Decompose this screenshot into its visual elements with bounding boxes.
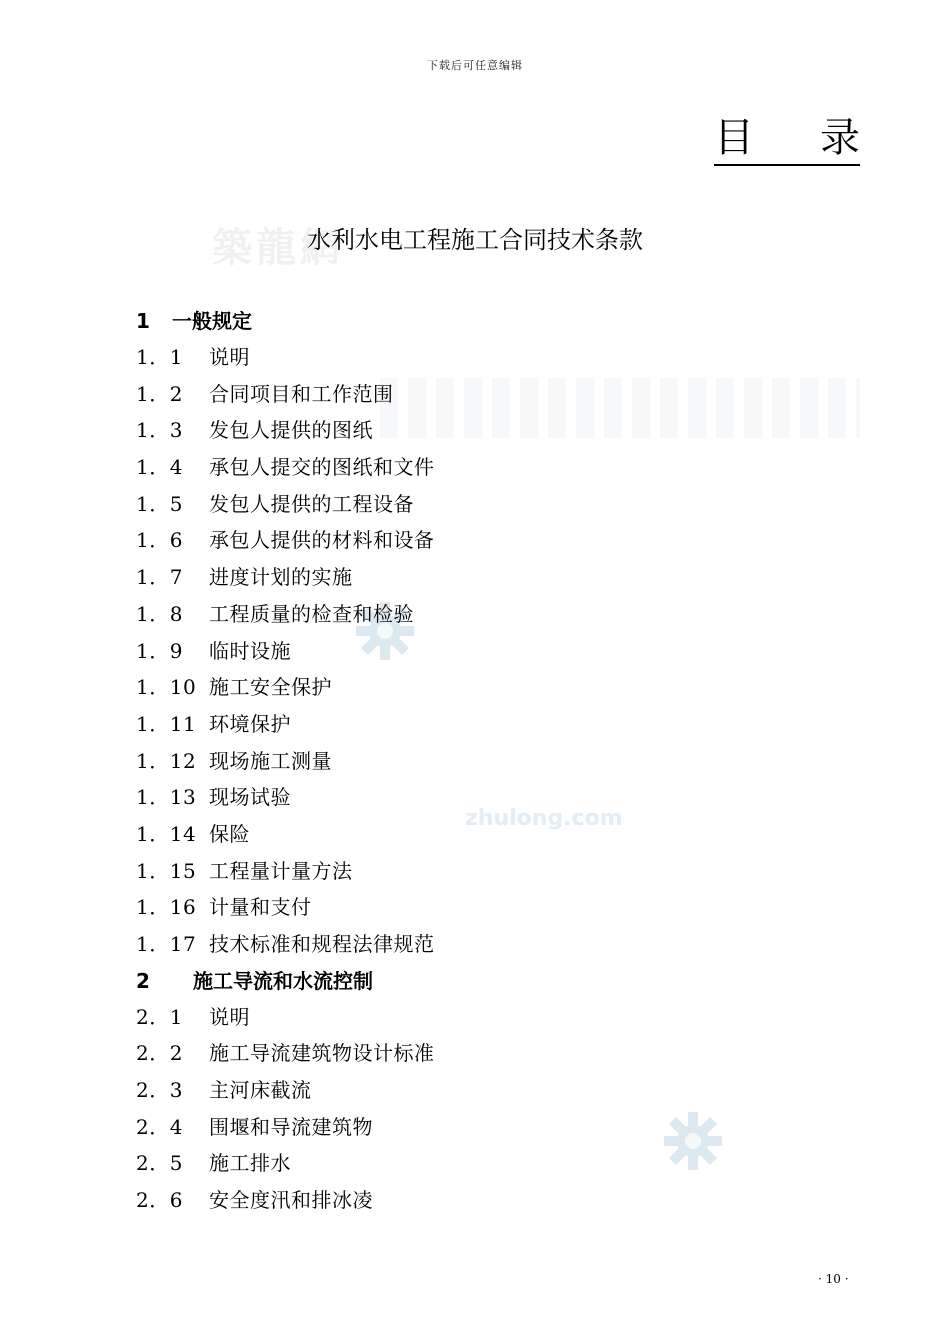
toc-item-title: 发包人提供的工程设备 bbox=[209, 491, 414, 516]
section-number: 2 bbox=[136, 968, 150, 993]
table-of-contents bbox=[136, 303, 435, 1219]
toc-item[interactable] bbox=[136, 853, 435, 890]
toc-item-title: 说明 bbox=[209, 345, 250, 369]
toc-item-number: 1．15 bbox=[136, 858, 197, 883]
toc-item-title: 计量和支付 bbox=[209, 895, 312, 920]
section-heading[interactable] bbox=[136, 963, 435, 999]
watermark-site-text: zhulong.com bbox=[465, 806, 623, 831]
toc-item-title: 发包人提供的图纸 bbox=[209, 418, 373, 443]
toc-item-title: 工程质量的检查和检验 bbox=[209, 601, 414, 626]
toc-item-title: 承包人提供的材料和设备 bbox=[209, 528, 435, 553]
toc-item-title: 说明 bbox=[209, 1004, 250, 1029]
toc-item[interactable] bbox=[136, 706, 435, 743]
toc-item[interactable] bbox=[136, 633, 435, 670]
toc-item-title: 工程量计量方法 bbox=[209, 858, 353, 883]
toc-item[interactable] bbox=[136, 376, 435, 413]
toc-item[interactable] bbox=[136, 1145, 435, 1182]
document-title: 水利水电工程施工合同技术条款 bbox=[307, 226, 643, 254]
toc-item-number: 2．4 bbox=[136, 1114, 183, 1139]
toc-item-number: 1．8 bbox=[136, 601, 183, 626]
section-heading[interactable] bbox=[136, 303, 435, 339]
toc-item-title: 临时设施 bbox=[209, 638, 291, 663]
toc-item-title: 环境保护 bbox=[209, 711, 291, 736]
header-note: 下载后可任意编辑 bbox=[427, 59, 523, 72]
toc-item[interactable] bbox=[136, 743, 435, 780]
toc-item[interactable] bbox=[136, 889, 435, 926]
toc-item[interactable] bbox=[136, 669, 435, 706]
toc-item[interactable] bbox=[136, 1182, 435, 1219]
toc-item-title: 施工导流建筑物设计标准 bbox=[209, 1041, 435, 1066]
toc-item-number: 1．7 bbox=[136, 565, 183, 590]
toc-item-number: 2．5 bbox=[136, 1151, 183, 1176]
toc-item[interactable] bbox=[136, 1109, 435, 1146]
toc-item[interactable] bbox=[136, 449, 435, 486]
toc-item-title: 现场试验 bbox=[209, 785, 291, 810]
toc-title-left: 目 bbox=[714, 115, 754, 161]
watermark-seal: 築龍網 bbox=[212, 224, 344, 271]
toc-item-title: 施工安全保护 bbox=[209, 675, 332, 700]
toc-item-number: 1．6 bbox=[136, 528, 183, 553]
section-number: 1 bbox=[136, 309, 150, 333]
toc-item-number: 1．9 bbox=[136, 638, 183, 663]
toc-item-title: 技术标准和规程法律规范 bbox=[209, 932, 435, 956]
toc-item-number: 1．4 bbox=[136, 455, 183, 480]
toc-item-number: 1．14 bbox=[136, 821, 197, 846]
toc-item-title: 承包人提交的图纸和文件 bbox=[209, 455, 435, 480]
toc-item-number: 2．3 bbox=[136, 1078, 183, 1103]
toc-item-number: 1．10 bbox=[136, 675, 197, 700]
toc-item-title: 安全度汛和排冰凌 bbox=[209, 1188, 373, 1213]
watermark-banner bbox=[380, 378, 860, 438]
toc-item-number: 2．1 bbox=[136, 1004, 183, 1029]
toc-item-title: 围堰和导流建筑物 bbox=[209, 1114, 373, 1139]
toc-item[interactable] bbox=[136, 816, 435, 853]
toc-title-right: 录 bbox=[820, 115, 860, 161]
toc-item[interactable] bbox=[136, 779, 435, 816]
page-number: · 10 · bbox=[818, 1272, 849, 1286]
section-title: 施工导流和水流控制 bbox=[193, 968, 373, 993]
toc-item-number: 1．11 bbox=[136, 711, 197, 736]
toc-item-title: 合同项目和工作范围 bbox=[209, 381, 394, 406]
toc-item[interactable] bbox=[136, 926, 435, 963]
toc-item-title: 施工排水 bbox=[209, 1151, 291, 1176]
toc-item[interactable] bbox=[136, 596, 435, 633]
toc-item-title: 主河床截流 bbox=[209, 1078, 312, 1103]
toc-item-title: 现场施工测量 bbox=[209, 748, 332, 773]
toc-item[interactable] bbox=[136, 486, 435, 523]
toc-item-number: 2．6 bbox=[136, 1188, 183, 1213]
toc-item-number: 1．3 bbox=[136, 418, 183, 443]
toc-item[interactable] bbox=[136, 339, 435, 376]
toc-item-title: 保险 bbox=[209, 821, 250, 846]
toc-item[interactable] bbox=[136, 559, 435, 596]
toc-item-number: 1．13 bbox=[136, 785, 197, 810]
toc-item-number: 2．2 bbox=[136, 1041, 183, 1066]
toc-item-number: 1．1 bbox=[136, 345, 183, 369]
toc-item-number: 1．17 bbox=[136, 932, 197, 956]
toc-item-number: 1．12 bbox=[136, 748, 197, 773]
watermark-flower-icon bbox=[660, 1108, 726, 1174]
toc-item[interactable] bbox=[136, 412, 435, 449]
toc-item-number: 1．5 bbox=[136, 491, 183, 516]
toc-title bbox=[714, 112, 860, 166]
toc-item-number: 1．16 bbox=[136, 895, 197, 920]
toc-item[interactable] bbox=[136, 1072, 435, 1109]
toc-item-title: 进度计划的实施 bbox=[209, 565, 353, 590]
toc-item[interactable] bbox=[136, 999, 435, 1036]
toc-item[interactable] bbox=[136, 1035, 435, 1072]
toc-item[interactable] bbox=[136, 522, 435, 559]
toc-item-number: 1．2 bbox=[136, 381, 183, 406]
section-title: 一般规定 bbox=[172, 309, 252, 333]
